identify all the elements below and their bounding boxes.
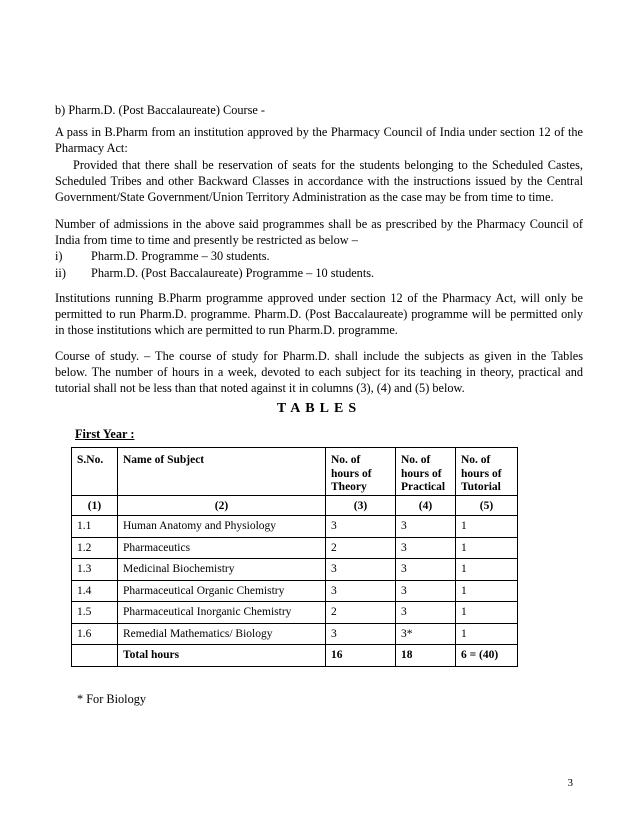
header-sno: S.No. — [72, 448, 118, 496]
cell-practical: 3 — [396, 537, 456, 559]
total-tutorial: 6 = (40) — [456, 645, 518, 667]
cell-practical: 3 — [396, 580, 456, 602]
cell-practical: 3 — [396, 602, 456, 624]
table-row — [72, 580, 518, 602]
cell-theory: 2 — [326, 602, 396, 624]
cell-tutorial: 1 — [456, 602, 518, 624]
footnote: * For Biology — [77, 692, 147, 706]
cell-sno: 1.6 — [72, 623, 118, 645]
cell-tutorial: 1 — [456, 537, 518, 559]
cell-sno: 1.1 — [72, 516, 118, 538]
column-number: (2) — [118, 496, 326, 516]
column-number: (4) — [396, 496, 456, 516]
column-number: (5) — [456, 496, 518, 516]
total-label: Total hours — [118, 645, 326, 667]
total-theory: 16 — [326, 645, 396, 667]
table-row — [72, 559, 518, 581]
table-header-row — [72, 448, 518, 496]
cell-theory: 3 — [326, 559, 396, 581]
eligibility-paragraph: A pass in B.Pharm from an institution approved by the Pharmacy Council of India under section 12 of the Pharmacy Act: — [55, 125, 583, 156]
cell-theory: 3 — [326, 580, 396, 602]
institutions-paragraph: Institutions running B.Pharm programme approved under section 12 of the Pharmacy Act, will only be permitted to run Pharm.D. programme. Pharm.D. (Post Baccalaureate) programme will be permitted only in those institutions which are permitted to run Pharm.D. programme. — [55, 291, 583, 338]
total-row — [72, 645, 518, 667]
list-item-text: Pharm.D. Programme – 30 students. — [91, 249, 270, 264]
first-year-label: First Year : — [75, 427, 135, 441]
cell-subject: Human Anatomy and Physiology — [118, 516, 326, 538]
column-number: (1) — [72, 496, 118, 516]
tables-title: TABLES — [276, 401, 362, 416]
cell-tutorial: 1 — [456, 516, 518, 538]
first-year-table — [71, 447, 518, 667]
header-tutorial: No. of hours of Tutorial — [456, 448, 518, 496]
header-theory: No. of hours of Theory — [326, 448, 396, 496]
cell-sno: 1.4 — [72, 580, 118, 602]
table-row — [72, 602, 518, 624]
cell-sno: 1.3 — [72, 559, 118, 581]
cell-practical: 3 — [396, 559, 456, 581]
cell-sno — [72, 645, 118, 667]
total-practical: 18 — [396, 645, 456, 667]
proviso-paragraph: Provided that there shall be reservation of seats for the students belonging to the Scheduled Castes, Scheduled Tribes and other Backward Classes in accordance with the instructions issued by the Central Government/State Government/Union Territory Administration as the case may be from time to time. — [55, 157, 583, 205]
list-item — [55, 248, 583, 264]
cell-theory: 3 — [326, 516, 396, 538]
column-number-row — [72, 496, 518, 516]
list-item — [55, 265, 583, 281]
list-item-text: Pharm.D. (Post Baccalaureate) Programme – 10 students. — [91, 265, 375, 280]
cell-practical: 3 — [396, 516, 456, 538]
course-paragraph: Course of study. – The course of study for Pharm.D. shall include the subjects as given in the Tables below. The number of hours in a week, devoted to each subject for its teaching in theory, practical and tutorial shall not be less than that noted against it in columns (3), (4) and (5) below. — [55, 349, 583, 396]
cell-tutorial: 1 — [456, 623, 518, 645]
section-b-heading: b) Pharm.D. (Post Baccalaureate) Course - — [55, 103, 266, 117]
header-practical: No. of hours of Practical — [396, 448, 456, 496]
cell-sno: 1.2 — [72, 537, 118, 559]
cell-theory: 2 — [326, 537, 396, 559]
header-subject: Name of Subject — [118, 448, 326, 496]
column-number: (3) — [326, 496, 396, 516]
cell-tutorial: 1 — [456, 559, 518, 581]
list-item-number: i) — [55, 249, 63, 264]
cell-subject: Pharmaceutical Inorganic Chemistry — [118, 602, 326, 624]
list-item-number: ii) — [55, 265, 66, 280]
table-row — [72, 623, 518, 645]
cell-subject: Remedial Mathematics/ Biology — [118, 623, 326, 645]
cell-subject: Pharmaceutical Organic Chemistry — [118, 580, 326, 602]
section-b — [55, 102, 583, 205]
cell-practical: 3* — [396, 623, 456, 645]
admissions-intro: Number of admissions in the above said programmes shall be as prescribed by the Pharmacy Council of India from time to time and presently be restricted as below – — [55, 217, 583, 248]
cell-tutorial: 1 — [456, 580, 518, 602]
cell-subject: Pharmaceutics — [118, 537, 326, 559]
page-number: 3 — [567, 777, 573, 789]
cell-theory: 3 — [326, 623, 396, 645]
table-row — [72, 516, 518, 538]
table-row — [72, 537, 518, 559]
admissions-section — [55, 216, 583, 281]
cell-subject: Medicinal Biochemistry — [118, 559, 326, 581]
cell-sno: 1.5 — [72, 602, 118, 624]
